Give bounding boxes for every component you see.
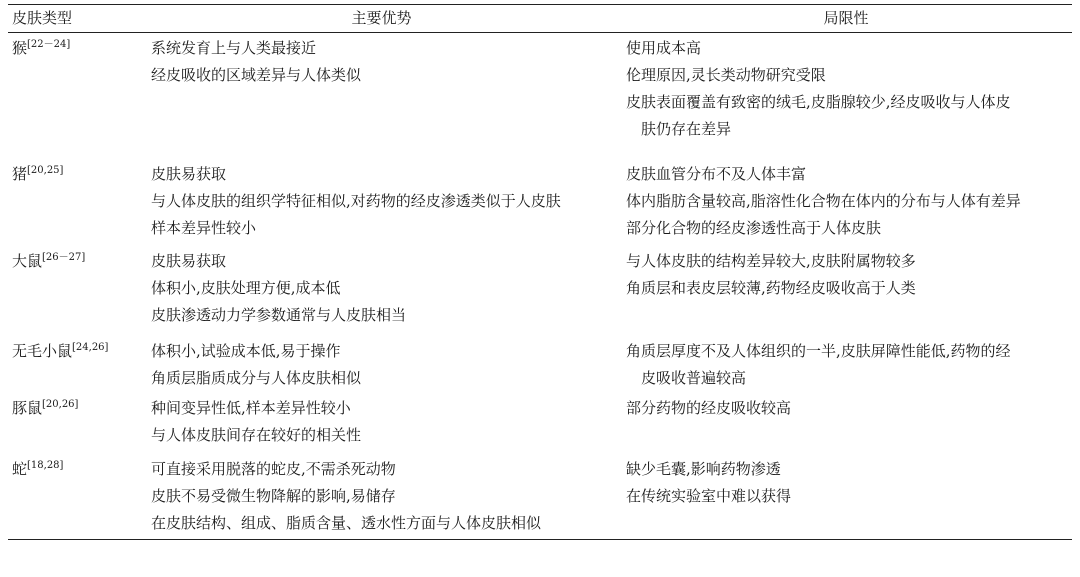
skin-type-cell [8,454,143,540]
table-header [8,5,1072,33]
advantages-cell [143,336,620,393]
skin-type-cell [8,159,143,246]
advantages-cell [143,454,620,540]
table-row [8,393,1072,454]
skin-type-cell [8,246,143,336]
header-limitations: 局限性 [620,5,1072,33]
advantage-item: 系统发育上与人类最接近 [151,39,317,57]
limitation-item: 使用成本高 [626,39,702,57]
header-row [8,5,1072,33]
advantages-cell [143,33,620,160]
skin-type-name: 猪 [12,165,28,183]
skin-type-cell [8,336,143,393]
reference-citation: [22－24] [27,39,71,50]
advantage-item: 皮肤渗透动力学参数通常与人皮肤相当 [151,306,407,324]
advantage-item: 角质层脂质成分与人体皮肤相似 [151,369,362,387]
limitations-cell [620,159,1072,246]
skin-type-name: 蛇 [12,460,28,478]
skin-type-name: 猴 [12,39,28,57]
advantages-cell [143,159,620,246]
limitations-cell [620,246,1072,336]
limitation-item: 体内脂肪含量较高,脂溶性化合物在体内的分布与人体有差异 [626,192,1021,210]
table-row [8,336,1072,393]
advantage-item: 在皮肤结构、组成、脂质含量、透水性方面与人体皮肤相似 [151,514,542,532]
limitation-continuation: 肤仍存在差异 [641,120,732,138]
limitation-item [626,338,1070,392]
skin-type-name: 豚鼠 [12,399,43,417]
limitations-cell [620,336,1072,393]
advantage-item: 与人体皮肤的组织学特征相似,对药物的经皮渗透类似于人皮肤 [151,192,561,210]
advantage-item: 皮肤不易受微生物降解的影响,易储存 [151,487,396,505]
reference-citation: [20,26] [42,399,79,410]
reference-citation: [26－27] [42,252,86,263]
advantages-cell [143,393,620,454]
skin-type-cell [8,33,143,160]
reference-citation: [20,25] [27,165,64,176]
advantage-item: 体积小,皮肤处理方便,成本低 [151,279,341,297]
advantage-item: 种间变异性低,样本差异性较小 [151,399,351,417]
table-row [8,159,1072,246]
advantage-item: 体积小,试验成本低,易于操作 [151,342,341,360]
limitation-item: 与人体皮肤的结构差异较大,皮肤附属物较多 [626,252,916,270]
header-advantages: 主要优势 [143,5,620,33]
advantage-item: 与人体皮肤间存在较好的相关性 [151,426,362,444]
table-row [8,454,1072,540]
advantage-item: 经皮吸收的区域差异与人体类似 [151,66,362,84]
advantage-item: 皮肤易获取 [151,252,227,270]
skin-model-comparison-table [8,4,1072,540]
limitation-item: 在传统实验室中难以获得 [626,487,792,505]
advantage-item: 皮肤易获取 [151,165,227,183]
limitation-item: 皮肤血管分布不及人体丰富 [626,165,807,183]
limitation-item [626,89,1070,143]
advantage-item: 样本差异性较小 [151,219,257,237]
table-row [8,33,1072,160]
limitation-item: 部分化合物的经皮渗透性高于人体皮肤 [626,219,882,237]
reference-citation: [24,26] [72,342,109,353]
reference-citation: [18,28] [27,460,64,471]
limitation-continuation: 皮吸收普遍较高 [641,369,747,387]
limitation-text: 皮肤表面覆盖有致密的绒毛,皮脂腺较少,经皮吸收与人体皮 [626,93,1011,111]
limitations-cell [620,33,1072,160]
skin-type-name: 大鼠 [12,252,43,270]
skin-type-name: 无毛小鼠 [12,342,73,360]
header-skin-type: 皮肤类型 [8,5,143,33]
skin-type-cell [8,393,143,454]
table-row [8,246,1072,336]
limitation-item: 角质层和表皮层较薄,药物经皮吸收高于人类 [626,279,916,297]
limitations-cell [620,454,1072,540]
limitation-item: 伦理原因,灵长类动物研究受限 [626,66,826,84]
limitation-item: 缺少毛囊,影响药物渗透 [626,460,781,478]
limitation-text: 角质层厚度不及人体组织的一半,皮肤屏障性能低,药物的经 [626,342,1011,360]
limitation-item: 部分药物的经皮吸收较高 [626,399,792,417]
advantages-cell [143,246,620,336]
advantage-item: 可直接采用脱落的蛇皮,不需杀死动物 [151,460,396,478]
limitations-cell [620,393,1072,454]
